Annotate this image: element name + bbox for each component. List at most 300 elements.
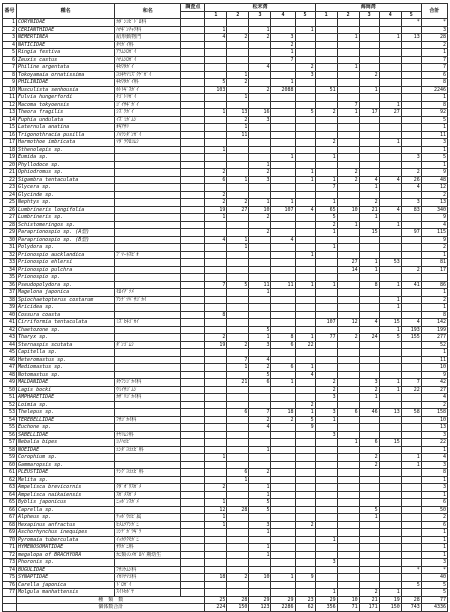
- count-cell: [271, 506, 295, 514]
- count-cell: [337, 86, 359, 94]
- species-name: Magelona japonica: [17, 289, 115, 297]
- count-cell: [295, 469, 315, 477]
- survey-blank: [181, 424, 205, 432]
- survey-blank: [181, 139, 205, 147]
- count-cell: [379, 236, 401, 244]
- row-total: 1: [421, 349, 447, 357]
- count-cell: [227, 424, 249, 432]
- species-jp-name: [115, 424, 181, 432]
- species-name: Cossura coasta: [17, 311, 115, 319]
- species-jp-name: ｺﾞｲｻｷﾞｶﾞｲ: [115, 101, 181, 109]
- species-name: Molgula manhattensis: [17, 589, 115, 597]
- survey-blank: [181, 71, 205, 79]
- species-name: Capitella sp.: [17, 349, 115, 357]
- header-no: 番号: [3, 4, 17, 19]
- count-cell: 107: [271, 206, 295, 214]
- count-cell: [337, 161, 359, 169]
- count-cell: [271, 161, 295, 169]
- row-number: 11: [3, 94, 17, 102]
- count-cell: [295, 311, 315, 319]
- count-cell: [227, 56, 249, 64]
- count-cell: [271, 221, 295, 229]
- row-total: 8: [421, 311, 447, 319]
- count-cell: [227, 154, 249, 162]
- count-cell: 13: [379, 409, 401, 417]
- species-jp-name: ｷｾﾜﾀｶﾞｲ科: [115, 79, 181, 87]
- count-cell: 4: [249, 424, 271, 432]
- count-cell: [337, 364, 359, 372]
- count-cell: 6: [271, 364, 295, 372]
- species-name: Heteromastus sp.: [17, 356, 115, 364]
- count-cell: [315, 41, 337, 49]
- table-row: [3, 26, 448, 34]
- table-row: [3, 236, 448, 244]
- survey-blank: [181, 229, 205, 237]
- count-cell: 1: [205, 109, 227, 117]
- count-cell: [271, 521, 295, 529]
- species-jp-name: ｲｽﾞﾐｶﾞﾑｼ: [115, 116, 181, 124]
- survey-blank: [181, 244, 205, 252]
- species-name: PHILINIDAE: [17, 79, 115, 87]
- count-cell: [295, 491, 315, 499]
- row-number: 74: [3, 566, 17, 574]
- count-cell: [401, 574, 421, 582]
- survey-blank: [181, 559, 205, 567]
- count-cell: 2: [315, 109, 337, 117]
- count-cell: 83: [401, 206, 421, 214]
- species-name: Chaetozone sp.: [17, 326, 115, 334]
- species-name: Sigambra tentaculata: [17, 176, 115, 184]
- count-cell: 1: [205, 521, 227, 529]
- count-cell: [359, 364, 379, 372]
- table-row: [3, 386, 448, 394]
- count-cell: 3: [315, 431, 337, 439]
- species-name: Loimia sp.: [17, 401, 115, 409]
- count-cell: 1: [315, 416, 337, 424]
- row-number: 19: [3, 154, 17, 162]
- species-name: Theora fragilis: [17, 109, 115, 117]
- row-number: 41: [3, 319, 17, 327]
- count-cell: [205, 274, 227, 282]
- survey-blank: [181, 19, 205, 27]
- survey-blank: [181, 491, 205, 499]
- row-number: 63: [3, 484, 17, 492]
- survey-blank: [181, 26, 205, 34]
- table-row: [3, 476, 448, 484]
- species-name: Harmothoe imbricata: [17, 139, 115, 147]
- count-cell: [315, 446, 337, 454]
- count-cell: [271, 439, 295, 447]
- species-name: MALDANIDAE: [17, 379, 115, 387]
- count-cell: [359, 581, 379, 589]
- species-jp-name: [115, 169, 181, 177]
- species-jp-name: [115, 161, 181, 169]
- count-cell: [401, 559, 421, 567]
- species-jp-name: [115, 184, 181, 192]
- count-cell: [205, 431, 227, 439]
- count-cell: [205, 259, 227, 267]
- count-cell: [401, 536, 421, 544]
- count-cell: [379, 581, 401, 589]
- count-cell: [227, 289, 249, 297]
- survey-blank: [181, 191, 205, 199]
- count-cell: [315, 349, 337, 357]
- count-cell: [379, 191, 401, 199]
- count-cell: [401, 341, 421, 349]
- count-cell: [295, 386, 315, 394]
- count-cell: [205, 49, 227, 57]
- row-total: 5: [421, 154, 447, 162]
- count-cell: [315, 19, 337, 27]
- footer-species-count: 29: [271, 596, 295, 604]
- count-cell: [249, 266, 271, 274]
- survey-blank: [181, 544, 205, 552]
- count-cell: 2: [359, 461, 379, 469]
- count-cell: 6: [227, 409, 249, 417]
- species-jp-name: ｲｶﾘﾅﾏｺ科: [115, 574, 181, 582]
- count-cell: [401, 311, 421, 319]
- count-cell: [227, 266, 249, 274]
- row-number: 8: [3, 71, 17, 79]
- count-cell: 7: [315, 184, 337, 192]
- count-cell: 1: [205, 26, 227, 34]
- count-cell: [205, 229, 227, 237]
- count-cell: 1: [227, 476, 249, 484]
- count-cell: [249, 296, 271, 304]
- species-name: SYNAPTIDAE: [17, 574, 115, 582]
- count-cell: [315, 71, 337, 79]
- survey-blank: [181, 206, 205, 214]
- row-number: 77: [3, 589, 17, 597]
- count-cell: 4: [401, 184, 421, 192]
- count-cell: 11: [227, 131, 249, 139]
- header-group-a: 松末湾: [205, 4, 315, 12]
- species-name: Tharyx sp.: [17, 334, 115, 342]
- count-cell: [359, 94, 379, 102]
- species-jp-name: [115, 221, 181, 229]
- count-cell: [379, 56, 401, 64]
- count-cell: [379, 79, 401, 87]
- count-cell: [379, 551, 401, 559]
- count-cell: [227, 296, 249, 304]
- count-cell: [249, 131, 271, 139]
- row-total: 2: [421, 296, 447, 304]
- count-cell: [315, 454, 337, 462]
- count-cell: [205, 94, 227, 102]
- species-name: Trigonothracia pusilla: [17, 131, 115, 139]
- count-cell: [249, 49, 271, 57]
- table-row: [3, 379, 448, 387]
- count-cell: [359, 146, 379, 154]
- species-jp-name: ｱﾗﾑｼﾛｶﾞｲ: [115, 49, 181, 57]
- species-jp-name: ｷｾﾜﾀｶﾞｲ: [115, 64, 181, 72]
- footer-species-count: 28: [401, 596, 421, 604]
- count-cell: 3: [315, 559, 337, 567]
- count-cell: 2: [359, 386, 379, 394]
- row-total: 1: [421, 146, 447, 154]
- count-cell: 1: [271, 574, 295, 582]
- row-number: 58: [3, 446, 17, 454]
- survey-blank: [181, 214, 205, 222]
- count-cell: [315, 259, 337, 267]
- species-jp-name: [115, 304, 181, 312]
- count-cell: [401, 221, 421, 229]
- count-cell: 8: [271, 334, 295, 342]
- header-col: 1: [315, 11, 337, 19]
- count-cell: [359, 529, 379, 537]
- header-col: 5: [401, 11, 421, 19]
- count-cell: [205, 536, 227, 544]
- count-cell: [337, 401, 359, 409]
- count-cell: [359, 56, 379, 64]
- count-cell: 5: [315, 214, 337, 222]
- row-total: 11: [421, 356, 447, 364]
- count-cell: [401, 401, 421, 409]
- row-total: 7: [421, 64, 447, 72]
- row-number: 26: [3, 206, 17, 214]
- count-cell: 1: [379, 326, 401, 334]
- table-row: [3, 221, 448, 229]
- count-cell: 51: [315, 86, 337, 94]
- count-cell: [271, 551, 295, 559]
- species-name: Schistomeringos sp.: [17, 221, 115, 229]
- count-cell: [205, 544, 227, 552]
- count-cell: [379, 491, 401, 499]
- count-cell: [295, 379, 315, 387]
- row-number: 59: [3, 454, 17, 462]
- count-cell: [205, 71, 227, 79]
- species-jp-name: [115, 244, 181, 252]
- table-row: [3, 499, 448, 507]
- count-cell: [359, 289, 379, 297]
- count-cell: [359, 566, 379, 574]
- count-cell: [315, 236, 337, 244]
- count-cell: [249, 476, 271, 484]
- count-cell: [205, 386, 227, 394]
- count-cell: 1: [337, 109, 359, 117]
- count-cell: [401, 589, 421, 597]
- count-cell: [205, 416, 227, 424]
- count-cell: [379, 199, 401, 207]
- table-row: [3, 364, 448, 372]
- row-number: 76: [3, 581, 17, 589]
- count-cell: [315, 101, 337, 109]
- survey-blank: [181, 94, 205, 102]
- count-cell: [271, 431, 295, 439]
- count-cell: [315, 161, 337, 169]
- count-cell: [249, 101, 271, 109]
- count-cell: [295, 229, 315, 237]
- count-cell: [205, 349, 227, 357]
- count-cell: 5: [249, 371, 271, 379]
- row-total: 1: [421, 124, 447, 132]
- table-row: [3, 581, 448, 589]
- count-cell: [401, 236, 421, 244]
- species-name: Polydora sp.: [17, 244, 115, 252]
- row-total: 9: [421, 236, 447, 244]
- count-cell: 6: [227, 469, 249, 477]
- species-name: NEMERTINEA: [17, 34, 115, 42]
- species-jp-name: ﾖｺｷﾔﾏﾐｽﾞｸｹﾞｶﾞｲ: [115, 71, 181, 79]
- count-cell: [401, 86, 421, 94]
- count-cell: 2: [271, 41, 295, 49]
- table-row: [3, 169, 448, 177]
- count-cell: [337, 461, 359, 469]
- count-cell: [379, 274, 401, 282]
- count-cell: [227, 401, 249, 409]
- count-cell: [205, 356, 227, 364]
- count-cell: 1: [205, 214, 227, 222]
- footer-species-count: 10: [337, 596, 359, 604]
- species-name: Laternula anatina: [17, 124, 115, 132]
- species-name: Paraprionospio sp. (A型): [17, 229, 115, 237]
- count-cell: 1: [227, 364, 249, 372]
- count-cell: [205, 296, 227, 304]
- count-cell: 1: [379, 139, 401, 147]
- count-cell: [249, 154, 271, 162]
- table-row: [3, 574, 448, 582]
- row-total: 11: [421, 131, 447, 139]
- table-row: [3, 71, 448, 79]
- row-number: 1: [3, 19, 17, 27]
- table-row: [3, 409, 448, 417]
- count-cell: [379, 41, 401, 49]
- species-name: Pyromaia tuberculata: [17, 536, 115, 544]
- count-cell: 155: [401, 334, 421, 342]
- survey-blank: [181, 416, 205, 424]
- species-jp-name: ﾎﾄﾄｷﾞｽｶﾞｲ: [115, 86, 181, 94]
- count-cell: [401, 394, 421, 402]
- survey-blank: [181, 304, 205, 312]
- header-col: 4: [379, 11, 401, 19]
- species-name: Euchone sp.: [17, 424, 115, 432]
- survey-blank: [181, 446, 205, 454]
- table-row: [3, 566, 448, 574]
- survey-blank: [181, 176, 205, 184]
- species-name: Nephtys sp.: [17, 199, 115, 207]
- species-jp-name: ﾊﾅﾑｼﾛｶﾞｲ: [115, 56, 181, 64]
- count-cell: [401, 349, 421, 357]
- count-cell: [315, 56, 337, 64]
- header-col: 2: [227, 11, 249, 19]
- species-jp-name: [115, 281, 181, 289]
- count-cell: 1: [227, 71, 249, 79]
- species-name: Ringia festiva: [17, 49, 115, 57]
- count-cell: 4: [249, 64, 271, 72]
- count-cell: [315, 491, 337, 499]
- species-name: Ophiodromus sp.: [17, 169, 115, 177]
- count-cell: [315, 356, 337, 364]
- count-cell: [249, 589, 271, 597]
- count-cell: [379, 19, 401, 27]
- count-cell: [337, 274, 359, 282]
- row-number: 39: [3, 304, 17, 312]
- count-cell: [227, 146, 249, 154]
- count-cell: [401, 259, 421, 267]
- row-number: 48: [3, 371, 17, 379]
- count-cell: [205, 326, 227, 334]
- count-cell: 2: [337, 169, 359, 177]
- row-number: 34: [3, 266, 17, 274]
- row-total: 22: [421, 439, 447, 447]
- survey-blank: [181, 386, 205, 394]
- count-cell: [249, 566, 271, 574]
- count-cell: [401, 364, 421, 372]
- count-cell: [379, 154, 401, 162]
- count-cell: [227, 439, 249, 447]
- row-number: 69: [3, 529, 17, 537]
- count-cell: 24: [359, 334, 379, 342]
- species-jp-name: ｲｯｶｸｸﾓｶﾞﾆ: [115, 536, 181, 544]
- count-cell: [271, 536, 295, 544]
- row-number: 71: [3, 544, 17, 552]
- count-cell: [295, 349, 315, 357]
- count-cell: 4: [359, 176, 379, 184]
- count-cell: [401, 521, 421, 529]
- count-cell: 1: [249, 289, 271, 297]
- count-cell: [337, 581, 359, 589]
- row-number: 28: [3, 221, 17, 229]
- count-cell: [359, 499, 379, 507]
- count-cell: 2: [295, 64, 315, 72]
- count-cell: [295, 431, 315, 439]
- row-number: 24: [3, 191, 17, 199]
- table-row: [3, 206, 448, 214]
- count-cell: [379, 169, 401, 177]
- row-total: 1: [421, 304, 447, 312]
- row-total: 13: [421, 424, 447, 432]
- count-cell: [205, 304, 227, 312]
- count-cell: [379, 484, 401, 492]
- species-jp-name: [115, 349, 181, 357]
- count-cell: [401, 49, 421, 57]
- species-jp-name: ﾐｽﾞﾋｷｺﾞｶｲ: [115, 319, 181, 327]
- count-cell: [271, 349, 295, 357]
- footer-species-total: 77: [421, 596, 447, 604]
- count-cell: [295, 124, 315, 132]
- count-cell: [359, 64, 379, 72]
- row-total: 3: [421, 139, 447, 147]
- row-number: 67: [3, 514, 17, 522]
- count-cell: [227, 589, 249, 597]
- row-total: 5: [421, 581, 447, 589]
- count-cell: [227, 349, 249, 357]
- species-name: Glycera sp.: [17, 184, 115, 192]
- table-row: [3, 334, 448, 342]
- count-cell: 1: [271, 49, 295, 57]
- table-row: [3, 139, 448, 147]
- header-jp-name: 和名: [115, 4, 181, 19]
- count-cell: [379, 311, 401, 319]
- header-blank: [181, 11, 205, 19]
- count-cell: [315, 191, 337, 199]
- row-total: 1: [421, 49, 447, 57]
- species-name: Fulvia hungerfordi: [17, 94, 115, 102]
- count-cell: [295, 476, 315, 484]
- row-total: 2: [421, 514, 447, 522]
- row-total: 1: [421, 551, 447, 559]
- row-number: 27: [3, 214, 17, 222]
- survey-blank: [181, 409, 205, 417]
- header-survey-point: 調査点: [181, 4, 205, 12]
- count-cell: [401, 289, 421, 297]
- row-total: 4: [421, 454, 447, 462]
- species-name: Caprella sp.: [17, 506, 115, 514]
- count-cell: [249, 251, 271, 259]
- count-cell: [295, 296, 315, 304]
- count-cell: [359, 34, 379, 42]
- count-cell: [249, 184, 271, 192]
